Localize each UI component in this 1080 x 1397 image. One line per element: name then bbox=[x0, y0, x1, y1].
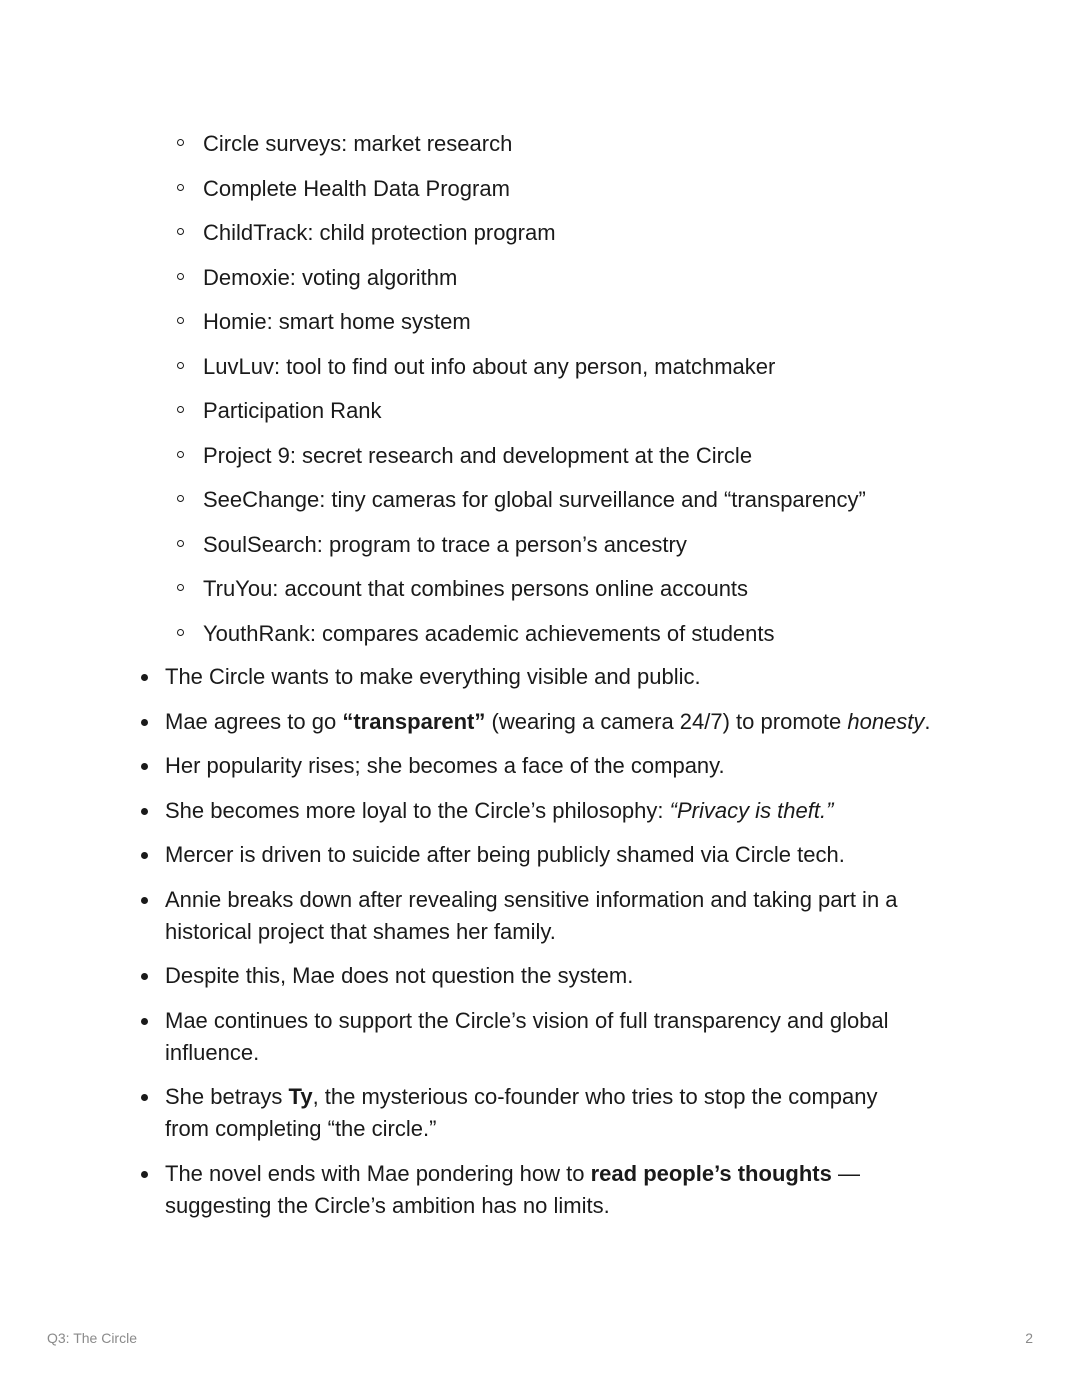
bullet-icon bbox=[141, 1171, 148, 1178]
sub-bullet-list bbox=[176, 128, 996, 662]
hollow-bullet-icon bbox=[177, 629, 184, 636]
bullet-icon bbox=[141, 852, 148, 859]
page-number: 2 bbox=[1025, 1330, 1033, 1346]
bullet-icon bbox=[141, 1018, 148, 1025]
sub-list-item: LuvLuv: tool to find out info about any person, matchmaker bbox=[176, 351, 996, 382]
hollow-bullet-icon bbox=[177, 317, 184, 324]
main-list-item: Annie breaks down after revealing sensitive information and taking part in a historical project that shames her family. bbox=[139, 884, 969, 948]
bold-text: Ty bbox=[288, 1084, 313, 1109]
main-list-item: Mercer is driven to suicide after being publicly shamed via Circle tech. bbox=[139, 839, 969, 871]
sub-list-item: Complete Health Data Program bbox=[176, 173, 996, 204]
sub-list-item: Participation Rank bbox=[176, 395, 996, 426]
bullet-icon bbox=[141, 719, 148, 726]
footer-title: Q3: The Circle bbox=[47, 1330, 137, 1346]
sub-list-item: ChildTrack: child protection program bbox=[176, 217, 996, 248]
sub-list-item: Homie: smart home system bbox=[176, 306, 996, 337]
main-list-item: She becomes more loyal to the Circle’s philosophy: “Privacy is theft.” bbox=[139, 795, 969, 827]
italic-text: honesty bbox=[847, 708, 925, 734]
main-list-item: Mae continues to support the Circle’s vision of full transparency and global influence. bbox=[139, 1005, 969, 1069]
sub-list-item: TruYou: account that combines persons online accounts bbox=[176, 573, 996, 604]
main-list-item: Mae agrees to go “transparent” (wearing a camera 24/7) to promote honesty. bbox=[139, 706, 969, 738]
hollow-bullet-icon bbox=[177, 584, 184, 591]
main-bullet-list bbox=[139, 661, 969, 1234]
bold-text: “transparent” bbox=[342, 708, 486, 734]
sub-list-item: SeeChange: tiny cameras for global surveillance and “transparency” bbox=[176, 484, 996, 515]
hollow-bullet-icon bbox=[177, 362, 184, 369]
main-list-item: She betrays Ty, the mysterious co-founder who tries to stop the company from completing “the circle.” bbox=[139, 1081, 969, 1145]
hollow-bullet-icon bbox=[177, 451, 184, 458]
sub-list-item: SoulSearch: program to trace a person’s ancestry bbox=[176, 529, 996, 560]
hollow-bullet-icon bbox=[177, 406, 184, 413]
hollow-bullet-icon bbox=[177, 228, 184, 235]
sub-list-item: Project 9: secret research and development at the Circle bbox=[176, 440, 996, 471]
sub-list-item: YouthRank: compares academic achievements of students bbox=[176, 618, 996, 649]
main-list-item: Her popularity rises; she becomes a face of the company. bbox=[139, 750, 969, 782]
hollow-bullet-icon bbox=[177, 540, 184, 547]
main-list-item: Despite this, Mae does not question the system. bbox=[139, 960, 969, 992]
bullet-icon bbox=[141, 808, 148, 815]
hollow-bullet-icon bbox=[177, 273, 184, 280]
main-list-item: The Circle wants to make everything visible and public. bbox=[139, 661, 969, 693]
hollow-bullet-icon bbox=[177, 184, 184, 191]
bullet-icon bbox=[141, 973, 148, 980]
hollow-bullet-icon bbox=[177, 495, 184, 502]
bullet-icon bbox=[141, 674, 148, 681]
hollow-bullet-icon bbox=[177, 139, 184, 146]
sub-list-item: Demoxie: voting algorithm bbox=[176, 262, 996, 293]
italic-quote: “Privacy is theft.” bbox=[669, 797, 834, 823]
sub-list-item: Circle surveys: market research bbox=[176, 128, 996, 159]
bullet-icon bbox=[141, 897, 148, 904]
bold-text: read people’s thoughts bbox=[590, 1160, 832, 1186]
main-list-item: The novel ends with Mae pondering how to read people’s thoughts — suggesting the Circle’s ambition has no limits. bbox=[139, 1158, 969, 1222]
bullet-icon bbox=[141, 763, 148, 770]
bullet-icon bbox=[141, 1094, 148, 1101]
